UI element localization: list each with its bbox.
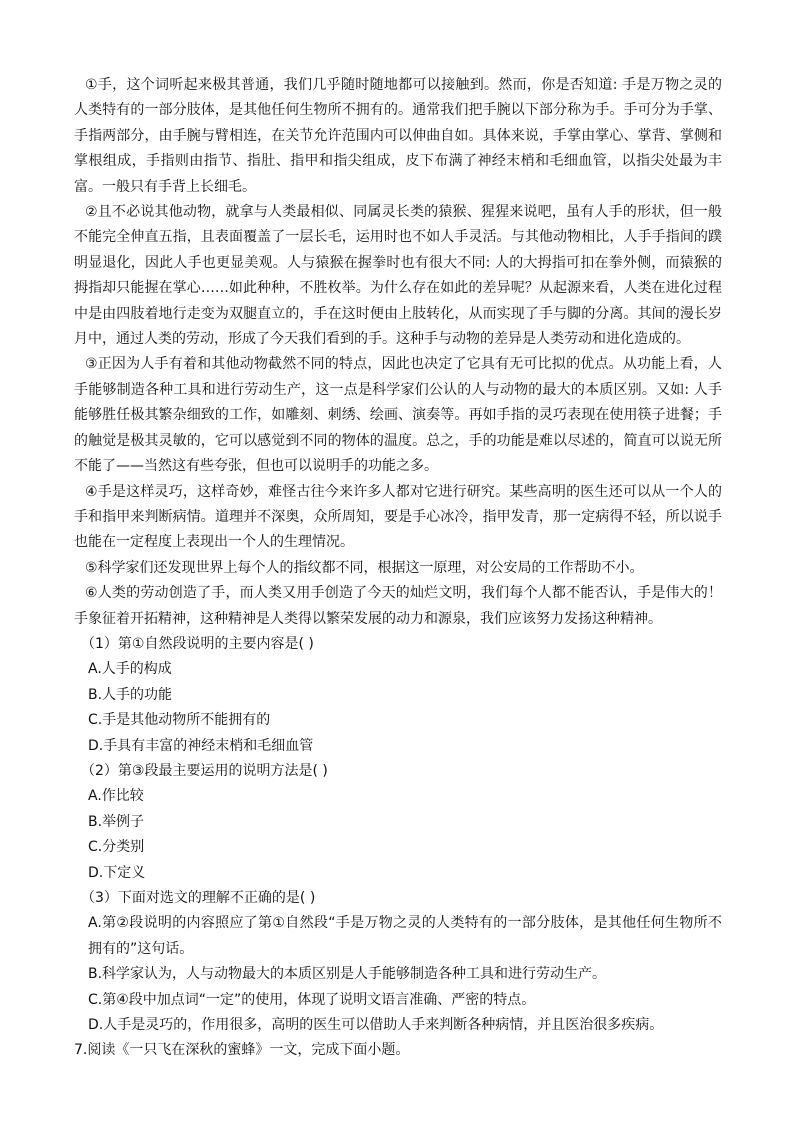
question-3-option-c[interactable]: C.第④段中加点词“一定”的使用，体现了说明文语言准确、严密的特点。 (88, 991, 536, 1008)
question-2-option-b[interactable]: B.举例子 (88, 813, 145, 830)
paragraph-2: ②且不必说其他动物，就拿与人类最相似、同属灵长类的猿猴、猩猩来说吧，虽有人手的形状，但一般不能完全伸直五指，且表面覆盖了一层长毛，运用时也不如人手灵活。与其他动物相比，人手手指间的蹼明显退化，因此人手也更显美观。人与猿猴在握拳时也有很大不同: 人的大拇指可扣在拳外侧，而猿猴的拇指却只能握在掌心……如此种种，不胜枚举。为什么存在如此的差异呢？从起源来看，人类在进化过程中是由四肢着地行走变为双腿直立的，手在这时便由上肢转化，从而实现了手与脚的分离。其间的漫长岁月中，通过人类的劳动，形成了今天我们看到的手。这种手与动物的差异是人类劳动和进化造成的。 (74, 204, 722, 348)
question-1-option-c[interactable]: C.手是其他动物所不能拥有的 (88, 712, 271, 729)
question-1-option-a[interactable]: A.人手的构成 (88, 661, 172, 678)
question-1 (74, 632, 722, 759)
paragraph-5: ⑤科学家们还发现世界上每个人的指纹都不同，根据这一原理，对公安局的工作帮助不小。 (85, 559, 644, 576)
question-3-stem: （3）下面对选文的理解不正确的是( ) (81, 890, 316, 906)
question-3-option-b[interactable]: B.科学家认为，人与动物最大的本质区别是人手能够制造各种工具和进行劳动生产。 (88, 966, 607, 983)
paragraph-3: ③正因为人手有着和其他动物截然不同的特点，因此也决定了它具有无可比拟的优点。从功能上看，人手能够制造各种工具和进行劳动生产，这一点是科学家们公认的人与动物的最大的本质区别。又如: 人手能够胜任极其繁杂细致的工作，如雕刻、刺绣、绘画、演奏等。再如手指的灵巧表现在使用筷子进餐；手的触觉是极其灵敏的，它可以感觉到不同的物体的温度。总之，手的功能是难以尽述的，简直可以说无所不能了——当然这有些夸张，但也可以说明手的功能之多。 (74, 356, 722, 475)
question-1-option-b[interactable]: B.人手的功能 (88, 686, 173, 703)
paragraph-4: ④手是这样灵巧，这样奇妙，难怪古往今来许多人都对它进行研究。某些高明的医生还可以从一个人的手和指甲来判断病情。道理并不深奥，众所周知，要是手心冰冷，指甲发青，那一定病得不轻，所以说手也能在一定程度上表现出一个人的生理情况。 (74, 483, 722, 551)
paragraph-6: ⑥人类的劳动创造了手，而人类又用手创造了今天的灿烂文明，我们每个人都不能否认，手是伟大的！手象征着开拓精神，这种精神是人类得以繁荣发展的动力和源泉，我们应该努力发扬这种精神。 (74, 585, 722, 627)
document-page (74, 73, 722, 1064)
question-3 (74, 886, 722, 1038)
question-3-option-d[interactable]: D.人手是灵巧的，作用很多，高明的医生可以借助人手来判断各种病情，并且医治很多疾病。 (88, 1017, 664, 1034)
question-2-option-a[interactable]: A.作比较 (88, 788, 144, 805)
paragraph-1: ①手，这个词听起来极其普通，我们几乎随时随地都可以接触到。然而，你是否知道: 手是万物之灵的人类特有的一部分肢体，是其他任何生物所不拥有的。通常我们把手腕以下部分称为手。手可分为手掌、手指两部分，由手腕与臂相连，在关节允许范围内可以伸曲自如。具体来说，手掌由掌心、掌背、掌侧和掌根组成，手指则由指节、指肚、指甲和指尖组成，皮下布满了神经末梢和毛细血管，以指尖处最为丰富。一般只有手背上长细毛。 (74, 77, 722, 195)
question-1-option-d[interactable]: D.手具有丰富的神经末梢和毛细血管 (88, 737, 314, 754)
question-2-stem: （2）第③段最主要运用的说明方法是( ) (81, 762, 328, 779)
question-2-option-c[interactable]: C.分类别 (88, 839, 145, 856)
question-2-option-d[interactable]: D.下定义 (88, 864, 146, 881)
question-2 (74, 759, 722, 886)
question-3-option-a[interactable]: A.第②段说明的内容照应了第①自然段“手是万物之灵的人类特有的一部分肢体，是其他任何生物所不拥有的”这句话。 (88, 915, 722, 957)
next-item-heading: 7.阅读《一只飞在深秋的蜜蜂》一文，完成下面小题。 (74, 1042, 410, 1059)
question-1-stem: （1）第①自然段说明的主要内容是( ) (81, 635, 314, 652)
